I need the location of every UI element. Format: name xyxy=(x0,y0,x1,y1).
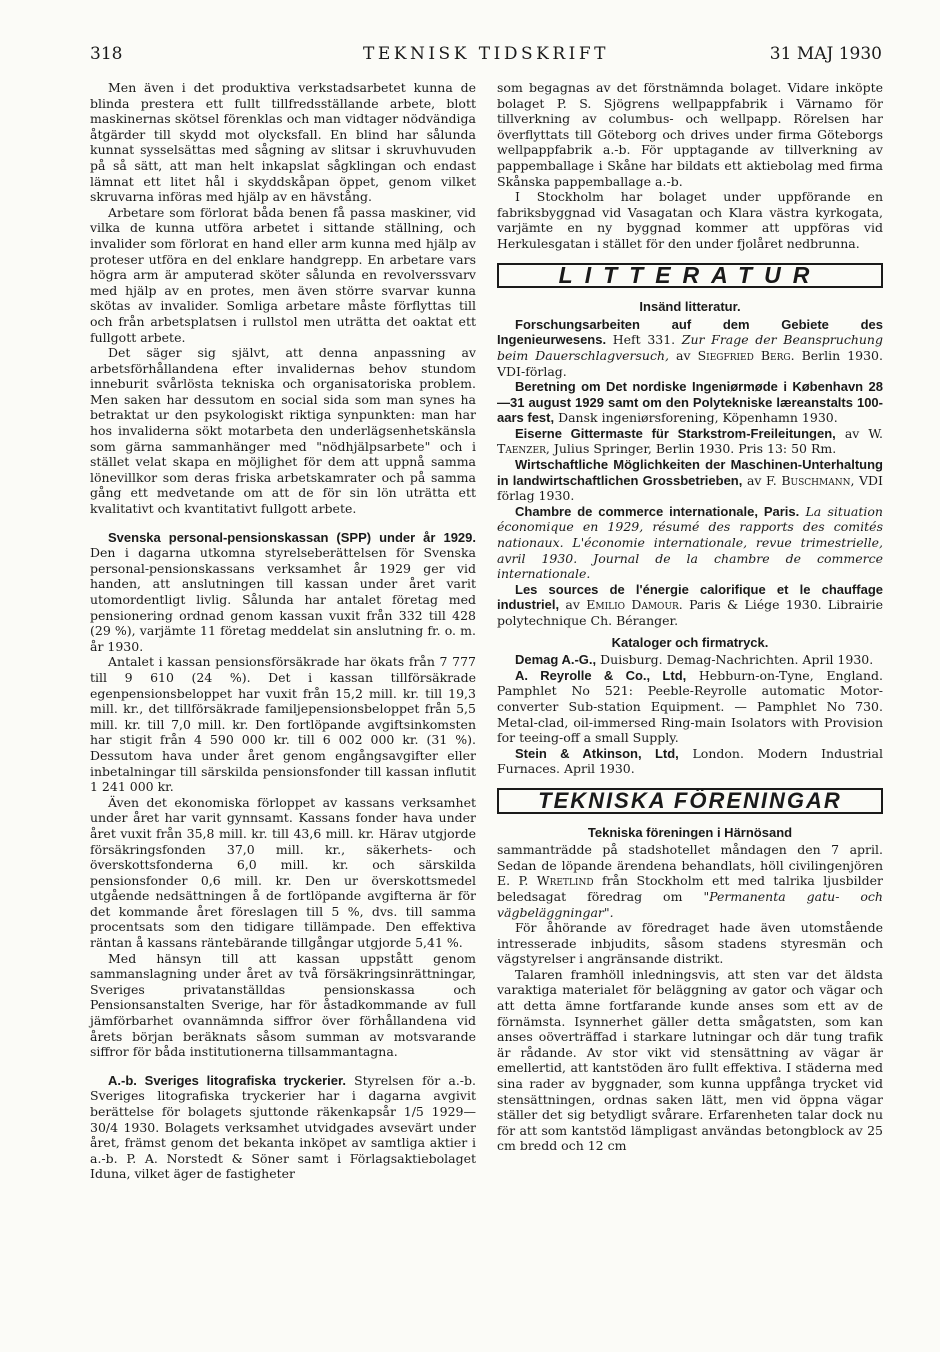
entry-title: Stein & Atkinson, Ltd, xyxy=(515,745,679,761)
entry-subtitle: Zur Frage der Beanspruchung beim Dauerschlagversuch, xyxy=(497,332,883,363)
paragraph: Även det ekonomiska förloppet av kassans verksamhet under året har varit gynnsamt. Kassans fonder hava under året vuxit från 35,8 mill. kr. till 43,6 mill. kr. Härav utgjorde försäkringsfonden 37,0 mill. kr., säkerhets- och överskottsfonderna 6,0 mill. kr. och särskilda pensionsfonder 0,6 mill. kr. Den ur överskottsmedel utgående nedsättningen å de fortlöpande avgifterna är för det kommande året föreslagen till 5 %, dvs. till samma procentsats som den tidigare tillämpade. Den effektiva räntan å kassans räntebärande tillgångar utgjorde 5,41 %. xyxy=(90,794,476,951)
paragraph: Talaren framhöll inledningsvis, att sten var det äldsta varaktiga materialet för beläggning av gator och vägar och att detta ämne fortfarande kunde anses som ett av de förnämsta. Isynnerhet gäller detta smågatsten, som kan anses oöverträffad i starkare lutningar och där tung trafik är rådande. Av stor vikt vid stensättning av vägar är emellertid, att kantstöden äro fullt effektiva. I städerna med sina rader av byggnader, som kunna uppfånga trycket vid stensättningen, ordnas saken lätt, men vid öppna vägar ställer det sig betydligt svårare. Erfarenheten talar dock nu för att som kantstöd lämpligast användas betongblock av 25 cm bredd och 12 cm xyxy=(497,966,883,1154)
paragraph: Arbetare som förlorat båda benen få passa maskiner, vid vilka de kunna utföra arbetet i sittande ställning, och invalider som förlorat en hand eller arm kunna med hjälp av proteser utföra en del enklare handgrepp. En arbetare vars högra arm är amputerad sköter sålunda en revolverssvarv med hjälp av en protes, men även större svarvar kunna skötas av invalider. Somliga arbetare måste förflyttas till och från arbetsplatsen i rullstol men uträtta det oaktat ett fullgott arbete. xyxy=(90,204,476,345)
entry-title: A. Reyrolle & Co., Ltd, xyxy=(515,667,687,683)
litho-article xyxy=(90,1073,476,1182)
catalog-entry xyxy=(497,746,883,777)
speaker-name: Wretlind xyxy=(536,873,594,889)
literature-entry xyxy=(497,457,883,504)
entry-title: Les sources de l'énergie calorifique et le chauffage industriel, xyxy=(497,581,883,613)
entry-text: sammanträdde på stadshotellet måndagen den 7 april. Sedan de löpande ärendena behandlats, höll civilingenjören E. P. xyxy=(497,842,883,889)
left-column xyxy=(90,80,476,1182)
entry-title: Eiserne Gittermaste für Starkstrom-Freileitungen, xyxy=(515,425,836,441)
page-number: 318 xyxy=(90,44,123,64)
spp-heading: Svenska personal-pensionskassan (SPP) under år 1929. xyxy=(108,529,476,545)
literature-entry xyxy=(497,317,883,379)
entry-text: av W. xyxy=(844,425,883,441)
right-column xyxy=(497,80,883,1154)
lecture-title: "Permanenta gatu- och vägbeläggningar". xyxy=(497,888,883,920)
paragraph: Den i dagarna utkomna styrelseberättelsen för Svenska personal-pensionskassans verksamhet år 1929 ger vid handen, att anslutningen till kassan under året varit utomordentligt livlig. Sålunda har antalet företag med pensionering ordnad genom kassan vuxit från 332 till 428 (29 %), varjämte 11 företag meddelat sin anslutning fr. o. m. år 1930. xyxy=(90,545,476,654)
journal-title: TEKNISK TIDSKRIFT xyxy=(363,44,609,64)
entry-author: Siegfried Berg. xyxy=(697,347,795,363)
entry-text: Duisburg. Demag-Nachrichten. April 1930. xyxy=(600,652,874,668)
paragraph: som begagnas av det förstnämnda bolaget. Vidare inköpte bolaget P. S. Sjögrens wellpappfabrik i Värnamo för tillverkning av columbus- och wellpapp. Rörelsen har överflyttats till Göteborg och drives under firma Göteborgs wellpappfabrik a.-b. För upptagande av tillverkning av pappemballage i Skåne har bildats ett aktiebolag med firma Skånska pappemballage a.-b. xyxy=(497,80,883,189)
entry-title: Demag A.-G., xyxy=(515,652,597,668)
paragraph: Styrelsen för a.-b. Sveriges litografiska tryckerier har i dagarna avgivit berättelse för bolagets sjuttonde räkenkapsår 1/5 1929—30/4 1930. Bolagets verksamhet utvidgades avsevärt under året, främst genom det bekanta inköpet av samtliga aktier i a.-b. P. A. Norstedt & Söner samt i Förlagsaktiebolaget Iduna, vilket äger de fastigheter xyxy=(90,1072,476,1182)
catalog-entry xyxy=(497,668,883,746)
kataloger-heading: Kataloger och firmatryck. xyxy=(611,634,769,650)
entry-text: av xyxy=(565,597,580,613)
entry-text: VDI förlag 1930. xyxy=(497,472,883,504)
entry-text: Hebburn-on-Tyne, England. Pamphlet No 521: Peeble-Reyrolle automatic Motor-converter Sub-station Equipment. — Pamphlet No 730. Metal-clad, oil-immersed Ring-main Isolators with Provision for teeing-off a small Supply. xyxy=(497,667,883,746)
entry-text: Julius Springer, Berlin 1930. Pris 13: 50 Rm. xyxy=(553,441,837,457)
paragraph: Men även i det produktiva verkstadsarbetet kunna de blinda prestera ett fullt tillfredsställande arbete, blott maskinernas skötsel förenklas och man vidtager nödvändiga åtgärder till skydd mot olycksfall. En blind har sålunda kunnat sysselsättas med sågning av slitsar i skruvhuvuden på så sätt, att man helt inkapslat sågklingan och endast lämnat ett litet hål i skyddskåpan öppet, genom vilket skruvarna införas med hjälp av en hävstång. xyxy=(90,80,476,205)
harnosand-intro xyxy=(497,842,883,920)
entry-text: av F. xyxy=(746,472,777,488)
entry-author: Buschmann, xyxy=(781,472,855,488)
literature-entry xyxy=(497,504,883,582)
entry-author: Emilio Damour. xyxy=(586,597,683,613)
catalog-entry xyxy=(497,652,883,668)
literature-entry xyxy=(497,426,883,457)
page-header xyxy=(90,44,882,70)
paragraph: Antalet i kassan pensionsförsäkrade har ökats från 7 777 till 9 610 (24 %). Det i kassan tillförsäkrade egenpensionsbeloppet har vuxit från 15,2 mill. kr. till 19,3 mill. kr., det tillförsäkrade familjepensionsbeloppet från 5,5 mill. kr. till 7,0 mill. kr. Den fortlöpande avgiftsinkomsten har stigit från 4 590 000 kr. till 6 002 000 kr. (31 %). Dessutom hava under året genom engångsavgifter eller inbetalningar till särskilda pensionsfonder till kassan influtit 1 241 000 kr. xyxy=(90,654,476,795)
entry-title: Beretning om Det nordiske Ingeniørmøde i København 28—31 august 1929 samt om den Polytekniske læreanstalts 100-aars fest, xyxy=(497,379,883,426)
paragraph: Det säger sig självt, att denna anpassning av arbetsförhållandena efter invalidernas behov stundom inneburit svårlösta tekniska och organisatoriska problem. Men saken har dessutom en social sida som man synes ha betraktat ur den psykologiskt riktiga synpunkten: man har hos invaliderna sökt motarbeta den underlägsenhetskänsla som gärna sammanhänger med "nödhjälpsarbete" och i stället velat skapa en möjlighet för dem att uppnå samma lönevillkor som deras friska arbetskamrater och på samma gång ett medvetande om att de för sin lön uträtta ett kvalitativt och kvantitativt fullgott arbete. xyxy=(90,345,476,517)
foreningar-banner: TEKNISKA FÖRENINGAR xyxy=(497,788,883,814)
entry-author: Taenzer, xyxy=(497,441,550,457)
insand-heading: Insänd litteratur. xyxy=(639,299,741,315)
paragraph: I Stockholm har bolaget under uppförande en fabriksbyggnad vid Vasagatan och Klara västra kyrkogata, varjämte en ny byggnad kommer att uppföras vid Herkulesgatan i stället för den under fjolåret nedbrunna. xyxy=(497,189,883,251)
entry-text: Heft 331. xyxy=(612,332,676,348)
litteratur-banner: LITTERATUR xyxy=(497,263,883,289)
issue-date: 31 MAJ 1930 xyxy=(769,44,882,64)
spp-article xyxy=(90,530,476,655)
entry-text: London. Modern Industrial Furnaces. April 1930. xyxy=(497,745,883,777)
entry-title: Wirtschaftliche Möglichkeiten der Maschinen-Unterhaltung in landwirtschaftlichen Grossbetrieben, xyxy=(497,457,883,488)
paragraph: Med hänsyn till att kassan uppstått genom sammanslagning under året av två försäkringsinrättningar, Sveriges privatanställdas pensionskassa och Pensionsanstalten Sverige, har för åstadkommande av full jämförbarhet ovannämnda siffror över förhållandena vid årets början beräknats såsom summan av motsvarande siffror för båda institutionerna tillsammantagna. xyxy=(90,950,476,1060)
entry-text: Dansk ingeniørsforening, Köpenhamn 1930. xyxy=(558,410,838,426)
entry-subtitle: La situation économique en 1929, résumé des rapports des comités nationaux. L'économie internationale, revue trimestrielle, avril 1930. Journal de la chambre de commerce internationale. xyxy=(497,503,883,582)
entry-title: Forschungsarbeiten auf dem Gebiete des Ingenieurwesens. xyxy=(497,316,883,348)
entry-text: Paris & Liége 1930. Librairie polytechnique Ch. Béranger. xyxy=(497,597,884,628)
entry-text: av xyxy=(676,347,691,363)
paragraph: För åhörande av föredraget hade även utomstående intresserade inbjudits, såsom stadens styresmän och vägstyrelser i angränsande distrikt. xyxy=(497,920,883,967)
litho-heading: A.-b. Sveriges litografiska tryckerier. xyxy=(108,1072,346,1088)
entry-title: Chambre de commerce internationale, Paris. xyxy=(515,503,800,519)
harnosand-heading: Tekniska föreningen i Härnösand xyxy=(587,824,793,840)
entry-text: från Stockholm ett med talrika ljusbilder beledsagat föredrag om xyxy=(497,873,883,904)
literature-entry xyxy=(497,582,883,629)
entry-text: Berlin 1930. VDI-förlag. xyxy=(497,347,883,379)
literature-entry xyxy=(497,379,883,426)
